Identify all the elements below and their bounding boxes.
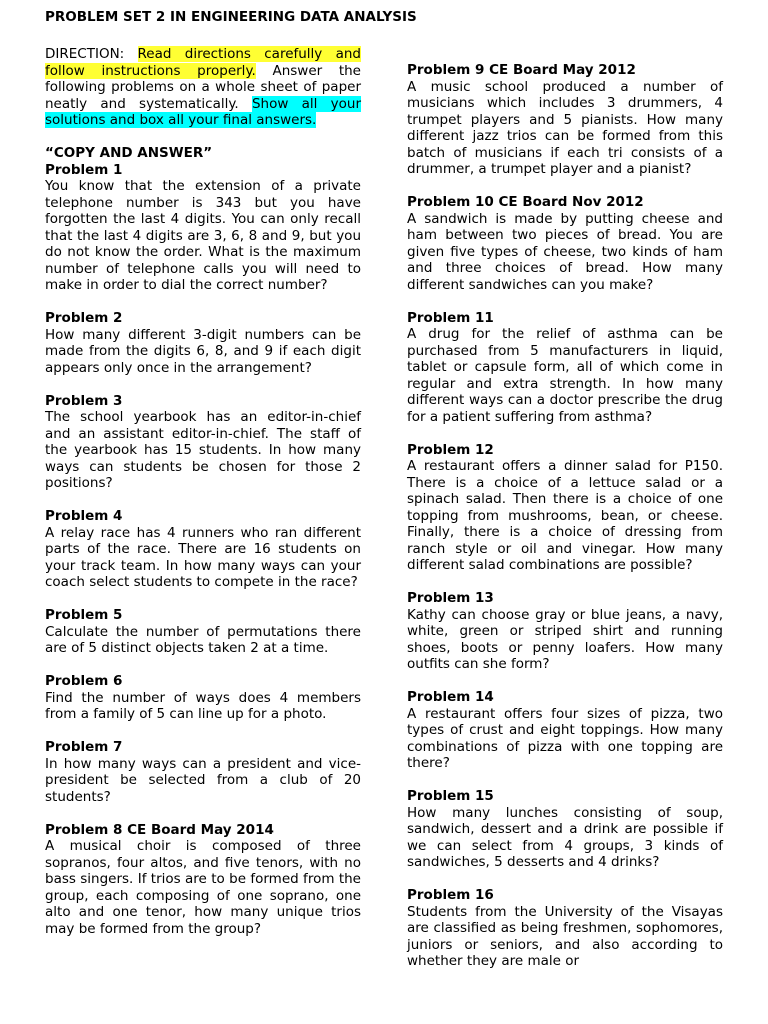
problem-text: A drug for the relief of asthma can be purchased from 5 manufacturers in liquid, tablet or capsule form, all of which come in regular and extra strength. In how many different ways can a doctor prescribe the drug for a patient suffering from asthma? [407,326,723,425]
direction-highlight-yellow: Read directions carefully and follow instructions properly. [45,46,361,79]
problem-text: You know that the extension of a private telephone number is 343 but you have forgotten the last 4 digits. You can only recall that the last 4 digits are 3, 6, 8 and 9, but you do not know the order. What is the maximum number of telephone calls you will need to make in order to dial the correct number? [45,178,361,293]
problem-item [407,689,723,772]
problem-title: Problem 5 [45,607,123,623]
problem-text: A restaurant offers four sizes of pizza, two types of crust and eight toppings. How many combinations of pizza with one topping are there? [407,705,723,771]
problem-item [407,887,723,970]
problem-text: The school yearbook has an editor-in-chief and an assistant editor-in-chief. The staff of the yearbook has 15 students. In how many ways can students be chosen for those 2 positions? [45,409,361,491]
problem-title: Problem 16 [407,887,494,903]
problem-item [407,788,723,871]
problem-title: Problem 15 [407,788,494,804]
problem-text: A restaurant offers a dinner salad for P150. There is a choice of a lettuce salad or a spinach salad. Then there is a choice of one topping from mushrooms, bean, or cheese. Finally, there is a choice of dressing from ranch style or oil and vinegar. How many different salad combinations are possible? [407,458,723,573]
page-title: PROBLEM SET 2 IN ENGINEERING DATA ANALYSIS [45,9,417,25]
problem-text: A sandwich is made by putting cheese and ham between two pieces of bread. You are given five types of cheese, two kinds of ham and three choices of bread. How many different sandwiches can you make? [407,210,723,293]
problem-text: Kathy can choose gray or blue jeans, a navy, white, green or striped shirt and running shoes, boots or penny loafers. How many outfits can she form? [407,606,723,672]
problem-title: Problem 3 [45,392,123,409]
direction-highlight-cyan: Show all your solutions and box all your final answers. [45,95,362,128]
problem-title: Problem 11 [407,309,494,326]
problem-text: A musical choir is composed of three sopranos, four altos, and five tenors, with no bass singers. If trios are to be formed from the group, each composing of one soprano, one alto and one tenor, how many unique trios may be formed from the group? [45,838,361,937]
problem-text: Find the number of ways does 4 members from a family of 5 can line up for a photo. [45,689,361,722]
direction-label: DIRECTION: [45,46,125,62]
copy-and-answer-heading: “COPY AND ANSWER” [45,145,213,161]
problem-item [45,739,361,805]
problem-title: Problem 4 [45,508,123,524]
problem-title: Problem 7 [45,739,123,755]
right-column [407,62,723,986]
problem-text: Calculate the number of permutations there are of 5 distinct objects taken 2 at a time. [45,623,361,656]
problem-title: Problem 10 CE Board Nov 2012 [407,194,644,210]
problem-item [407,194,723,293]
problem-item [407,442,723,574]
left-problem-list [45,162,361,938]
problem-title: Problem 9 CE Board May 2012 [407,62,636,78]
problem-item [45,162,361,294]
problem-item [45,822,361,938]
problem-item [407,310,723,426]
problem-text: In how many ways can a president and vice-president be selected from a club of 20 students? [45,755,361,805]
right-problem-list [407,62,723,970]
problem-title: Problem 2 [45,310,123,326]
problem-title: Problem 14 [407,689,494,705]
problem-text: Students from the University of the Visayas are classified as being freshmen, sophomores, juniors or seniors, and also according to whether they are male or [407,903,723,969]
direction-paragraph [45,46,361,129]
problem-text: A relay race has 4 runners who ran different parts of the race. There are 16 students on your track team. In how many ways can your coach select students to compete in the race? [45,524,361,590]
problem-item [45,673,361,723]
problem-title: Problem 8 CE Board May 2014 [45,821,274,838]
problem-title: Problem 6 [45,673,123,689]
direction-text: Answer the following problems on a whole sheet of paper neatly and systematically. [45,62,361,112]
problem-title: Problem 12 [407,441,494,458]
problem-title: Problem 1 [45,161,123,178]
problem-item [407,62,723,178]
problem-text: How many lunches consisting of soup, sandwich, dessert and a drink are possible if we can select from 4 groups, 3 kinds of sandwiches, 5 desserts and 4 drinks? [407,804,723,870]
problem-title: Problem 13 [407,590,494,606]
left-column [45,46,361,954]
problem-item [407,590,723,673]
problem-item [45,508,361,591]
problem-item [45,310,361,376]
problem-item [45,607,361,657]
problem-item [45,393,361,492]
problem-text: A music school produced a number of musicians which includes 3 drummers, 4 trumpet players and 5 pianists. How many different jazz trios can be formed from this batch of musicians if each tri consists of a drummer, a trumpet player and a pianist? [407,78,723,177]
problem-text: How many different 3-digit numbers can be made from the digits 6, 8, and 9 if each digit appears only once in the arrangement? [45,326,361,376]
